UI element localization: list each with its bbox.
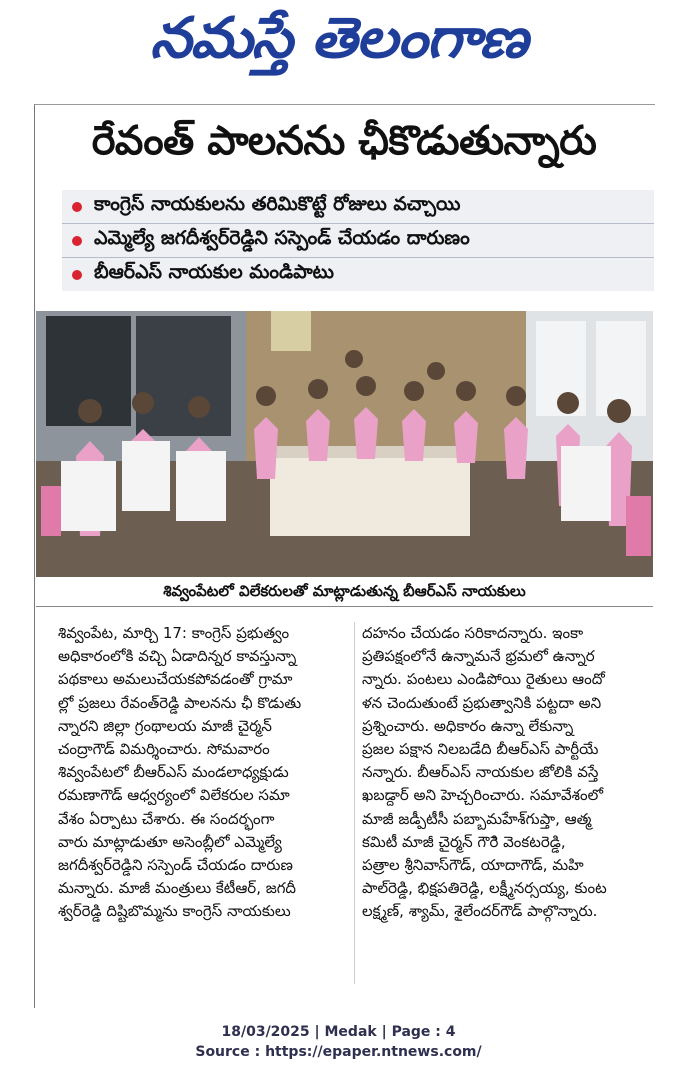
bullet-text: ఎమ్మెల్యే జగదీశ్వర్‌రెడ్డిని సస్పెండ్ చేయడం దారుణం — [94, 227, 470, 249]
article-line: శ్వర్‌రెడ్డి దిష్టిబొమ్మను కాంగ్రెస్ నాయకులు — [58, 902, 291, 921]
article-line: శివ్వంపేటలో బీఆర్‌ఎస్ మండలాధ్యక్షుడు — [58, 763, 289, 782]
article-line: ళన చెందుతుంటే ప్రభుత్వానికి పట్టదా అని — [362, 693, 602, 712]
bullet-item — [62, 258, 654, 291]
article-line: ప్రశ్నించారు. అధికారం ఉన్నా లేకున్నా — [362, 716, 574, 735]
bullet-dot-icon — [72, 236, 82, 246]
newspaper-masthead — [0, 0, 677, 90]
highlight-bullets — [62, 190, 654, 291]
bullet-dot-icon — [72, 270, 82, 280]
headline-text: రేవంత్ పాలనను ఛీకొడుతున్నారు — [91, 118, 597, 164]
article-line: జగదీశ్వర్‌రెడ్డిని సస్పెండ్ చేయడం దారుణ — [58, 856, 293, 875]
article-headline — [34, 112, 654, 180]
press-meet-photo — [36, 311, 653, 577]
article-line: ప్రజల పక్షాన నిలబడేది బీఆర్‌ఎస్ పార్టీయే — [362, 740, 599, 759]
photo-caption-text: శివ్వంపేటలో విలేకరులతో మాట్లాడుతున్న బీఆర్‌ఎస్ నాయకులు — [163, 582, 526, 600]
column-divider — [354, 622, 355, 984]
footer-date-edition: 18/03/2025 | Medak | Page : 4 — [221, 1024, 456, 1040]
article-line: ల్లో ప్రజలు రేవంత్‌రెడ్డి పాలనను ఛీ కొడుతు — [58, 693, 302, 712]
article-line: అధికారంలోకి వచ్చి ఏడాదిన్నర కావస్తున్నా — [58, 647, 297, 666]
article-line: లక్ష్మణ్, శ్యామ్, శైలేందర్‌గౌడ్ పాల్గొన్నారు. — [362, 902, 598, 921]
article-line: పత్రాల శ్రీనివాస్‌గౌడ్, యాదాగౌడ్, మహి — [362, 856, 584, 875]
article-line: వేశం ఏర్పాటు చేశారు. ఈ సందర్భంగా — [58, 809, 275, 828]
bullet-item — [62, 190, 654, 224]
bullet-dot-icon — [72, 202, 82, 212]
article-line: దహనం చేయడం సరికాదన్నారు. ఇంకా — [362, 624, 584, 642]
article-line: మాజీ జడ్పీటీసీ పబ్బామహేశ్‌గుప్తా, ఆత్మ — [362, 809, 592, 828]
article-line: ఖబడ్దార్ అని హెచ్చరించారు. సమావేశంలో — [362, 786, 603, 805]
article-line: వారు మాట్లాడుతూ అసెంబ్లీలో ఎమ్మెల్యే — [58, 832, 282, 851]
article-line: కమిటీ మాజీ చైర్మన్ గౌరెి వెంకటరెడ్డి, — [362, 832, 566, 851]
bullet-text: కాంగ్రెస్ నాయకులను తరిమికొట్టే రోజులు వచ్చాయి — [94, 193, 461, 215]
article-column-left — [58, 622, 348, 924]
article-line: న్నారు. పంటలు ఎండిపోయి రైతులు ఆందో — [362, 670, 605, 689]
article-line: రమణాగౌడ్ ఆధ్వర్యంలో విలేకరుల సమా — [58, 786, 290, 805]
article-line: చంద్రాగౌడ్ విమర్శించారు. సోమవారం — [58, 740, 270, 759]
footer-source-link[interactable]: Source : https://epaper.ntnews.com/ — [195, 1044, 482, 1060]
article-line: పథకాలు అమలుచేయకపోవడంతో గ్రామా — [58, 670, 293, 689]
article-line: న్నారని జిల్లా గ్రంథాలయ మాజీ చైర్మన్ — [58, 716, 272, 735]
page-footer — [0, 1022, 677, 1062]
bullet-text: బీఆర్‌ఎస్ నాయకుల మండిపాటు — [94, 261, 334, 283]
article-column-right — [362, 622, 650, 924]
article-line: మన్నారు. మాజీ మంత్రులు కేటీఆర్, జగదీ — [58, 879, 297, 898]
article-line: శివ్వంపేట, మార్చి 17: కాంగ్రెస్ ప్రభుత్వం — [58, 624, 290, 642]
article-line: పాల్‌రెడ్డి, భిక్షపతిరెడ్డి, లక్ష్మీనర్సయ్య, కుంట — [362, 879, 607, 898]
article-line: ప్రతిపక్షంలోనే ఉన్నామనే భ్రమలో ఉన్నార — [362, 647, 595, 666]
bullet-item — [62, 224, 654, 258]
photo-caption — [36, 580, 653, 607]
masthead-title: నమస్తే తెలంగాణ — [150, 5, 527, 71]
article-line: నన్నారు. బీఆర్‌ఎస్ నాయకుల జోలికి వస్తే — [362, 763, 599, 782]
